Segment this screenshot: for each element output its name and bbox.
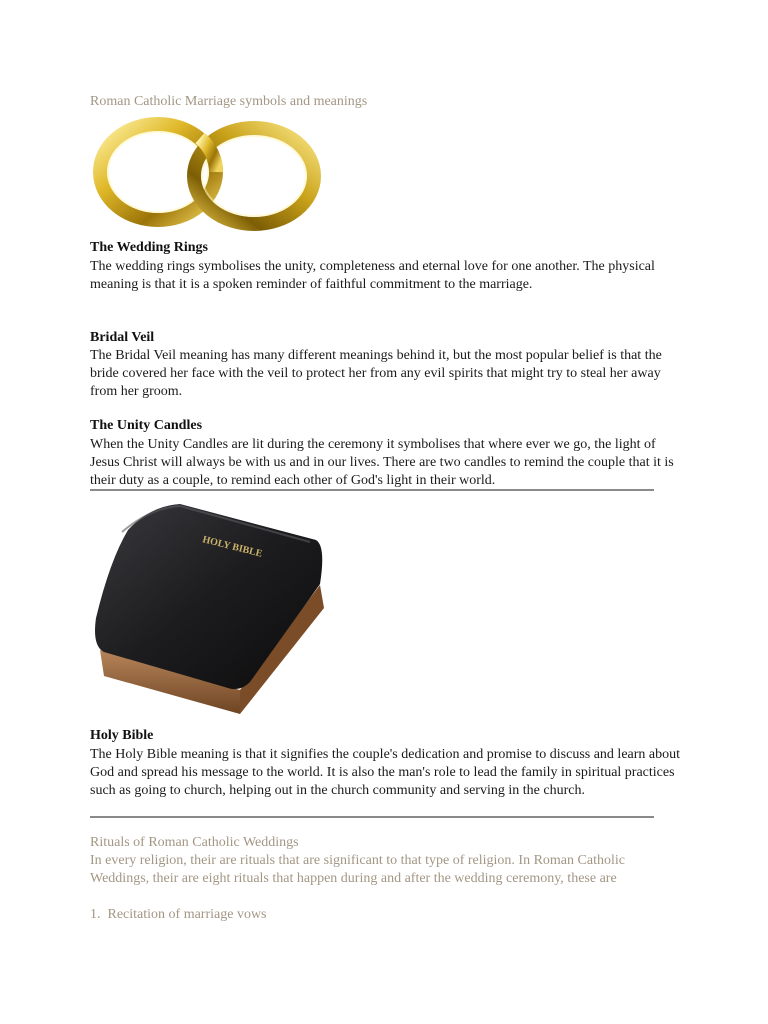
section-heading: Bridal Veil xyxy=(90,330,155,345)
section-divider xyxy=(90,489,654,491)
section-body: When the Unity Candles are lit during the ceremony it symbolises that where ever we go, the light of Jesus Christ will always be with us and in our lives. There are two candles to remind the couple that it is their duty as a couple, to remind each other of God's light in their world. xyxy=(90,437,674,488)
section-body: The Bridal Veil meaning has many different meanings behind it, but the most popular belief is that the bride covered her face with the veil to protect her from any evil spirits that might try to steal her away from her groom. xyxy=(90,348,662,399)
section-heading: The Wedding Rings xyxy=(90,240,209,255)
section-heading: The Unity Candles xyxy=(90,418,203,433)
section-body: The Holy Bible meaning is that it signifies the couple's dedication and promise to discuss and learn about God and spread his message to the world. It is also the man's role to lead the family in spiritual practices such as going to church, helping out in the church community and serving in the church. xyxy=(90,747,681,798)
bible-cover-text: HOLY BIBLE xyxy=(201,534,264,560)
rituals-heading: Rituals of Roman Catholic Weddings xyxy=(90,835,299,850)
holy-bible-image xyxy=(90,500,330,722)
rituals-intro: In every religion, their are rituals that are significant to that type of religion. In Roman Catholic Weddings, their are eight rituals that happen during and after the wedding ceremony, these are xyxy=(90,853,625,886)
section-heading: Holy Bible xyxy=(90,728,154,743)
section-divider xyxy=(90,816,654,818)
section-body: The wedding rings symbolises the unity, completeness and eternal love for one another. The physical meaning is that it is a spoken reminder of faithful commitment to the marriage. xyxy=(90,259,655,292)
wedding-rings-image xyxy=(92,116,328,234)
rituals-list-item: 1. Recitation of marriage vows xyxy=(90,907,267,922)
document-title: Roman Catholic Marriage symbols and meanings xyxy=(90,94,368,109)
